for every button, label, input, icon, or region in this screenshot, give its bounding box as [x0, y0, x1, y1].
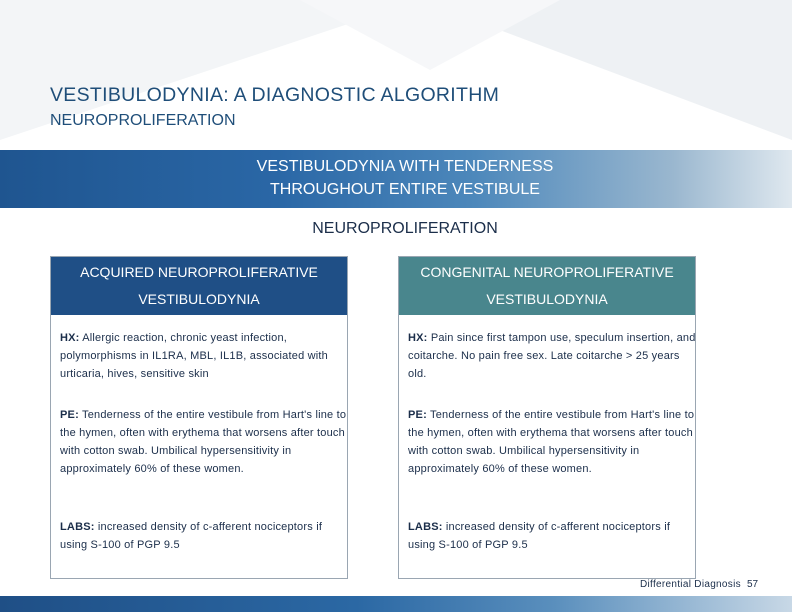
acquired-column [50, 256, 348, 579]
pe-block [60, 406, 350, 478]
labs-block [60, 518, 350, 554]
column-header-line-2: VESTIBULODYNIA [138, 291, 260, 307]
labs-block [408, 518, 698, 554]
banner [0, 150, 792, 208]
labs-text: increased density of c-afferent nociceptors if using S-100 of PGP 9.5 [408, 521, 671, 551]
page-number: 57 [747, 579, 759, 590]
acquired-column-header [51, 257, 347, 315]
hx-label: HX: [408, 332, 428, 344]
pe-text: Tenderness of the entire vestibule from Hart's line to the hymen, often with erythema that worsens after touch with cotton swab. Umbilical hypersensitivity in approximately 60% of these women. [60, 409, 347, 475]
hx-block [408, 329, 698, 383]
footer-label: Differential Diagnosis [640, 579, 741, 590]
hx-block [60, 329, 350, 383]
congenital-column-header [399, 257, 695, 315]
pe-text: Tenderness of the entire vestibule from Hart's line to the hymen, often with erythema that worsens after touch with cotton swab. Umbilical hypersensitivity in approximately 60% of these women. [408, 409, 695, 475]
bottom-bar [0, 596, 792, 612]
pe-block [408, 406, 698, 478]
section-heading: NEUROPROLIFERATION [312, 220, 498, 237]
pe-label: PE: [408, 409, 427, 421]
slide-title: VESTIBULODYNIA: A DIAGNOSTIC ALGORITHM [50, 84, 500, 106]
labs-text: increased density of c-afferent nociceptors if using S-100 of PGP 9.5 [60, 521, 323, 551]
hx-text: Pain since first tampon use, speculum insertion, and coitarche. No pain free sex. Late coitarche > 25 years old. [408, 332, 696, 380]
banner-line-1: VESTIBULODYNIA WITH TENDERNESS [256, 158, 554, 175]
hx-text: Allergic reaction, chronic yeast infection, polymorphisms in IL1RA, MBL, IL1B, associated with urticaria, hives, sensitive skin [60, 332, 329, 380]
column-header-line-1: ACQUIRED NEUROPROLIFERATIVE [80, 264, 318, 280]
column-header-line-1: CONGENITAL NEUROPROLIFERATIVE [420, 264, 674, 280]
hx-label: HX: [60, 332, 80, 344]
labs-label: LABS: [60, 521, 95, 533]
column-header-line-2: VESTIBULODYNIA [486, 291, 608, 307]
banner-line-2: THROUGHOUT ENTIRE VESTIBULE [270, 181, 540, 198]
slide-subtitle: NEUROPROLIFERATION [50, 112, 236, 129]
pe-label: PE: [60, 409, 79, 421]
labs-label: LABS: [408, 521, 443, 533]
congenital-column [398, 256, 696, 579]
